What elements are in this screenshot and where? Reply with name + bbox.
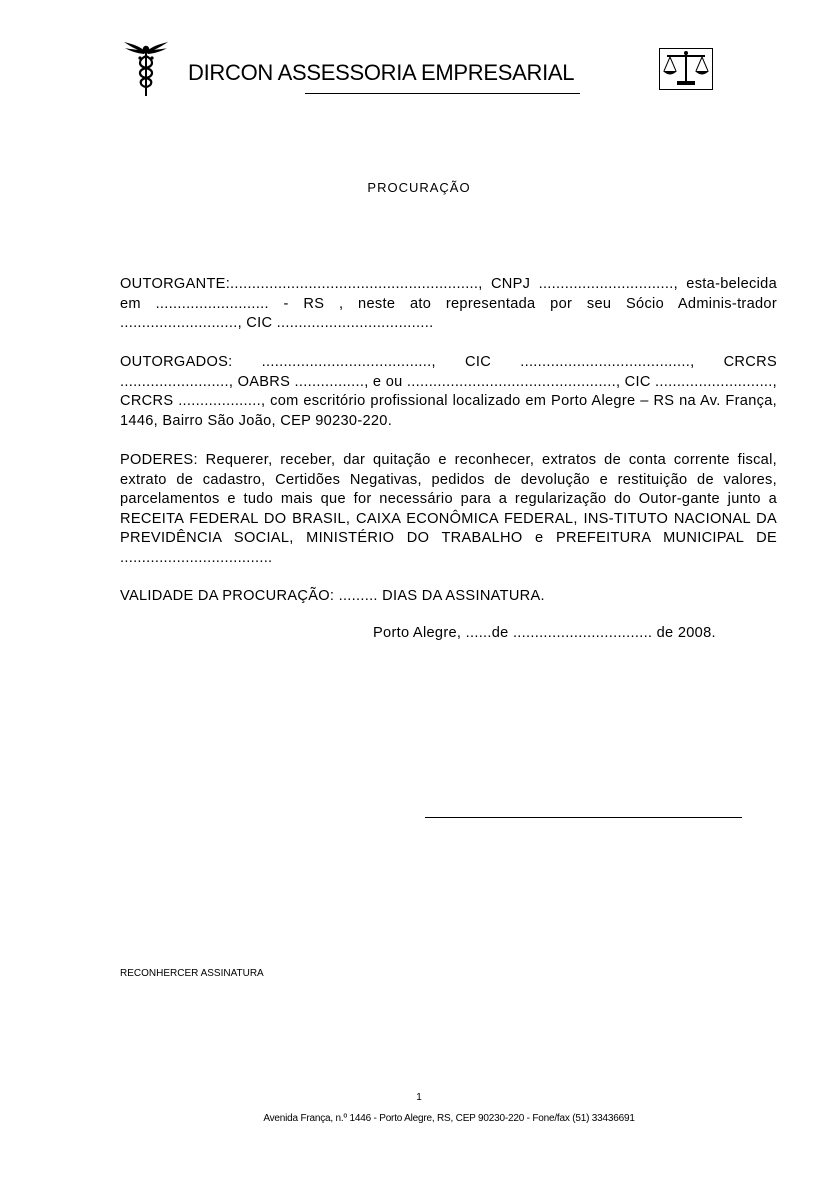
poderes-paragraph: PODERES: Requerer, receber, dar quitação e reconhecer, extratos de conta corrente fiscal, extrato de cadastro, Certidões Negativas, pedidos de devolução e restituição de valores, parcelamentos e tudo mais que for necessário para a regularização do Outor-gante junto a RECEITA FEDERAL DO BRASIL, CAIXA ECONÔMICA FEDERAL, INS-TITUTO NACIONAL DA PREVIDÊNCIA SOCIAL, MINISTÉRIO DO TRABALHO e PREFEITURA MUNICIPAL DE ................................... [120, 452, 777, 566]
company-name: DIRCON ASSESSORIA EMPRESARIAL [188, 60, 575, 85]
scales-of-justice-icon [660, 49, 712, 89]
recognize-signature-label: RECONHERCER ASSINATURA [120, 968, 264, 979]
date-line: Porto Alegre, ......de ................................ de 2008. [373, 625, 716, 641]
page-number: 1 [416, 1092, 422, 1103]
outorgante-paragraph: OUTORGANTE:........................................................., CNPJ ..............................., esta-belecida em .......................... - RS , neste ato representada por seu Sócio Adminis-trador ..........................., CIC .................................... [120, 276, 777, 331]
outorgados-paragraph: OUTORGADOS: ......................................., CIC ......................................., CRCRS ........................., OABRS ................, e ou ................................................, CIC ..........................., CRCRS ..................., com escritório profissional localizado em Porto Alegre – RS na Av. França, 1446, Bairro São João, CEP 90230-220. [120, 354, 777, 429]
footer-address: Avenida França, n.º 1446 - Porto Alegre, RS, CEP 90230-220 - Fone/fax (51) 33436691 [263, 1113, 635, 1124]
document-title: PROCURAÇÃO [367, 180, 471, 195]
scales-logo-frame [659, 48, 713, 90]
signature-line [425, 817, 742, 818]
validade-paragraph: VALIDADE DA PROCURAÇÃO: ......... DIAS DA ASSINATURA. [120, 588, 545, 604]
caduceus-icon [122, 40, 170, 98]
company-underline [305, 93, 580, 94]
